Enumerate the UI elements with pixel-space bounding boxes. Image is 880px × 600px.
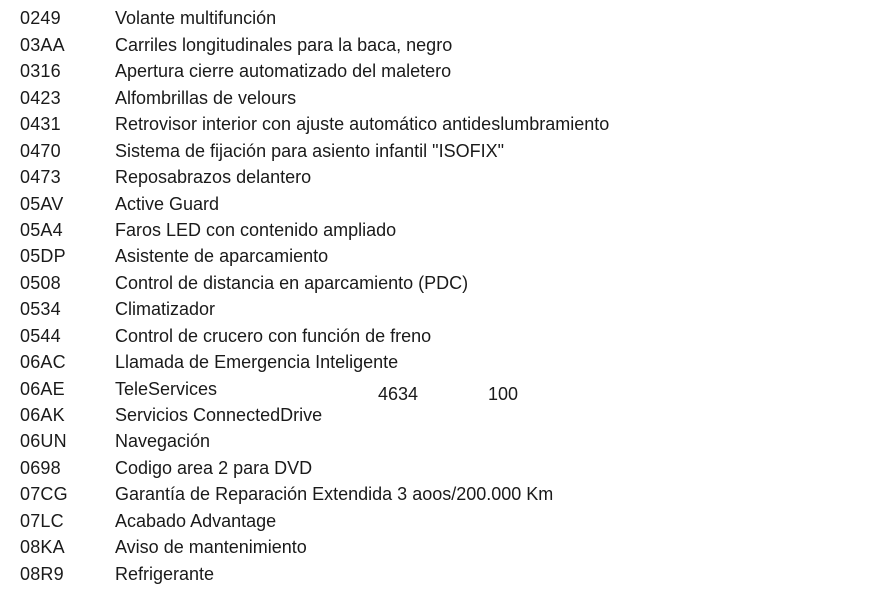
list-item (0, 32, 880, 58)
list-item (0, 402, 880, 428)
option-code: 05AV (20, 193, 64, 214)
option-description: Aviso de mantenimiento (115, 537, 307, 558)
option-description: Volante multifunción (115, 8, 277, 29)
list-item (0, 376, 880, 402)
option-description: Alfombrillas de velours (115, 87, 297, 108)
option-code: 08R9 (20, 563, 64, 584)
list-item (0, 58, 880, 84)
option-description: Carriles longitudinales para la baca, negro (115, 34, 453, 55)
list-item (0, 111, 880, 137)
option-code: 03AA (20, 34, 65, 55)
list-item (0, 5, 880, 31)
option-code: 0470 (20, 140, 61, 161)
option-code: 07CG (20, 484, 68, 505)
option-code: 0249 (20, 8, 61, 29)
list-item (0, 428, 880, 454)
option-code: 0423 (20, 87, 61, 108)
option-code: 05DP (20, 246, 66, 267)
list-item (0, 561, 880, 587)
option-description: Navegación (115, 431, 211, 452)
option-description: Garantía de Reparación Extendida 3 aoos/200.000 Km (115, 484, 554, 505)
option-description: Control de distancia en aparcamiento (PDC) (115, 272, 469, 293)
list-item (0, 85, 880, 111)
list-item (0, 243, 880, 269)
list-item (0, 508, 880, 534)
option-code: 0534 (20, 299, 61, 320)
option-code: 06UN (20, 431, 67, 452)
option-code: 06AC (20, 352, 66, 373)
option-code: 0316 (20, 61, 61, 82)
option-description: Retrovisor interior con ajuste automático antideslumbramiento (115, 114, 610, 135)
option-description: TeleServices (115, 378, 218, 399)
option-description: Climatizador (115, 299, 216, 320)
option-description: Servicios ConnectedDrive (115, 405, 323, 425)
option-code: 0431 (20, 114, 61, 135)
option-code: 05A4 (20, 219, 63, 240)
list-item (0, 270, 880, 296)
list-item (0, 217, 880, 243)
option-description: Sistema de fijación para asiento infantil "ISOFIX" (115, 140, 504, 161)
list-item (0, 296, 880, 322)
option-description: Active Guard (115, 193, 220, 214)
option-code: 07LC (20, 510, 64, 531)
option-description: Control de crucero con función de freno (115, 325, 432, 346)
option-description: Acabado Advantage (115, 510, 277, 531)
list-item (0, 164, 880, 190)
option-code: 0473 (20, 167, 61, 188)
handwritten-number-annotation: 100 (488, 384, 519, 404)
list-item (0, 455, 880, 481)
option-code: 06AE (20, 378, 65, 399)
option-code: 0544 (20, 325, 61, 346)
option-description: Apertura cierre automatizado del maletero (115, 61, 452, 82)
option-code: 0698 (20, 457, 61, 478)
option-description: Reposabrazos delantero (115, 167, 312, 188)
option-description: Asistente de aparcamiento (115, 246, 329, 267)
list-item (0, 138, 880, 164)
option-code: 08KA (20, 537, 65, 558)
option-code: 06AK (20, 405, 65, 425)
handwritten-number-annotation: 4634 (378, 384, 419, 404)
list-item (0, 349, 880, 375)
list-item (0, 481, 880, 507)
list-item (0, 534, 880, 560)
list-item (0, 323, 880, 349)
option-description: Codigo area 2 para DVD (115, 457, 313, 478)
option-description: Refrigerante (115, 563, 215, 584)
option-code: 0508 (20, 272, 61, 293)
list-item (0, 191, 880, 217)
option-description: Llamada de Emergencia Inteligente (115, 352, 399, 373)
option-description: Faros LED con contenido ampliado (115, 219, 397, 240)
